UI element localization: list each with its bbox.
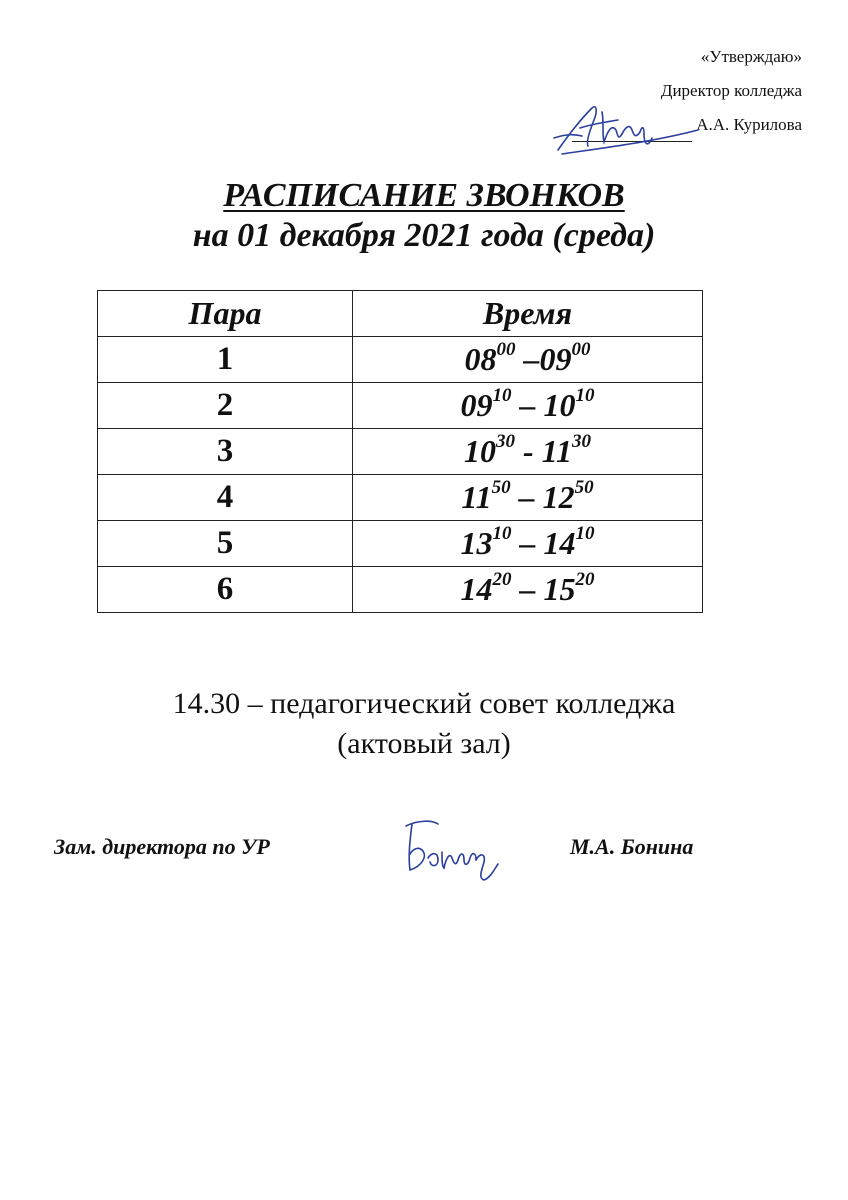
table-header-row bbox=[98, 291, 703, 337]
table-row bbox=[98, 475, 703, 521]
meeting-note bbox=[0, 684, 848, 764]
time-range bbox=[353, 337, 703, 383]
note-line-2: (актовый зал) bbox=[337, 727, 511, 760]
table-row bbox=[98, 521, 703, 567]
start-minute: 10 bbox=[492, 523, 512, 545]
start-hour: 14 bbox=[460, 571, 493, 607]
pair-number: 6 bbox=[98, 567, 353, 613]
time-range bbox=[353, 567, 703, 613]
start-minute: 50 bbox=[491, 477, 511, 499]
time-range bbox=[353, 429, 703, 475]
start-minute: 00 bbox=[496, 339, 516, 361]
start-hour: 13 bbox=[460, 525, 493, 561]
start-hour: 11 bbox=[461, 479, 492, 515]
footer-position: Зам. директора по УР bbox=[54, 834, 270, 859]
end-minute: 30 bbox=[571, 431, 591, 453]
approval-position: Директор колледжа bbox=[660, 81, 802, 100]
end-hour: 12 bbox=[542, 479, 575, 515]
approval-heading: «Утверждаю» bbox=[700, 47, 802, 66]
start-hour: 09 bbox=[460, 387, 493, 423]
time-range bbox=[353, 475, 703, 521]
note-line-1: 14.30 – педагогический совет колледжа bbox=[172, 687, 676, 720]
table-row bbox=[98, 429, 703, 475]
pair-number: 3 bbox=[98, 429, 353, 475]
document-title bbox=[0, 176, 848, 256]
end-hour: 11 bbox=[541, 433, 572, 469]
approval-name: А.А. Курилова bbox=[696, 115, 802, 134]
bell-schedule-table bbox=[97, 290, 703, 613]
time-range bbox=[353, 383, 703, 429]
time-separator: - bbox=[515, 433, 542, 469]
title-subtitle: на 01 декабря 2021 года (среда) bbox=[192, 217, 656, 254]
end-minute: 50 bbox=[574, 477, 594, 499]
pair-number: 5 bbox=[98, 521, 353, 567]
time-separator: – bbox=[511, 387, 544, 423]
end-hour: 10 bbox=[543, 387, 576, 423]
end-minute: 10 bbox=[575, 385, 595, 407]
end-minute: 10 bbox=[575, 523, 595, 545]
start-minute: 30 bbox=[496, 431, 516, 453]
table-row bbox=[98, 383, 703, 429]
table-row bbox=[98, 337, 703, 383]
start-minute: 10 bbox=[492, 385, 512, 407]
end-minute: 20 bbox=[575, 569, 595, 591]
pair-number: 2 bbox=[98, 383, 353, 429]
start-hour: 10 bbox=[464, 433, 497, 469]
header-time: Время bbox=[353, 291, 703, 337]
deputy-signature-icon bbox=[398, 812, 508, 882]
end-hour: 15 bbox=[543, 571, 576, 607]
title-main: РАСПИСАНИЕ ЗВОНКОВ bbox=[223, 177, 625, 214]
time-separator: – bbox=[511, 525, 544, 561]
time-range bbox=[353, 521, 703, 567]
director-signature-icon bbox=[552, 90, 702, 160]
pair-number: 1 bbox=[98, 337, 353, 383]
start-minute: 20 bbox=[492, 569, 512, 591]
time-separator: – bbox=[511, 571, 544, 607]
footer-name: М.А. Бонина bbox=[570, 834, 694, 859]
time-separator: – bbox=[515, 341, 540, 377]
start-hour: 08 bbox=[464, 341, 497, 377]
end-minute: 00 bbox=[571, 339, 591, 361]
time-separator: – bbox=[510, 479, 543, 515]
header-pair: Пара bbox=[98, 291, 353, 337]
table-row bbox=[98, 567, 703, 613]
pair-number: 4 bbox=[98, 475, 353, 521]
end-hour: 14 bbox=[543, 525, 576, 561]
end-hour: 09 bbox=[539, 341, 572, 377]
